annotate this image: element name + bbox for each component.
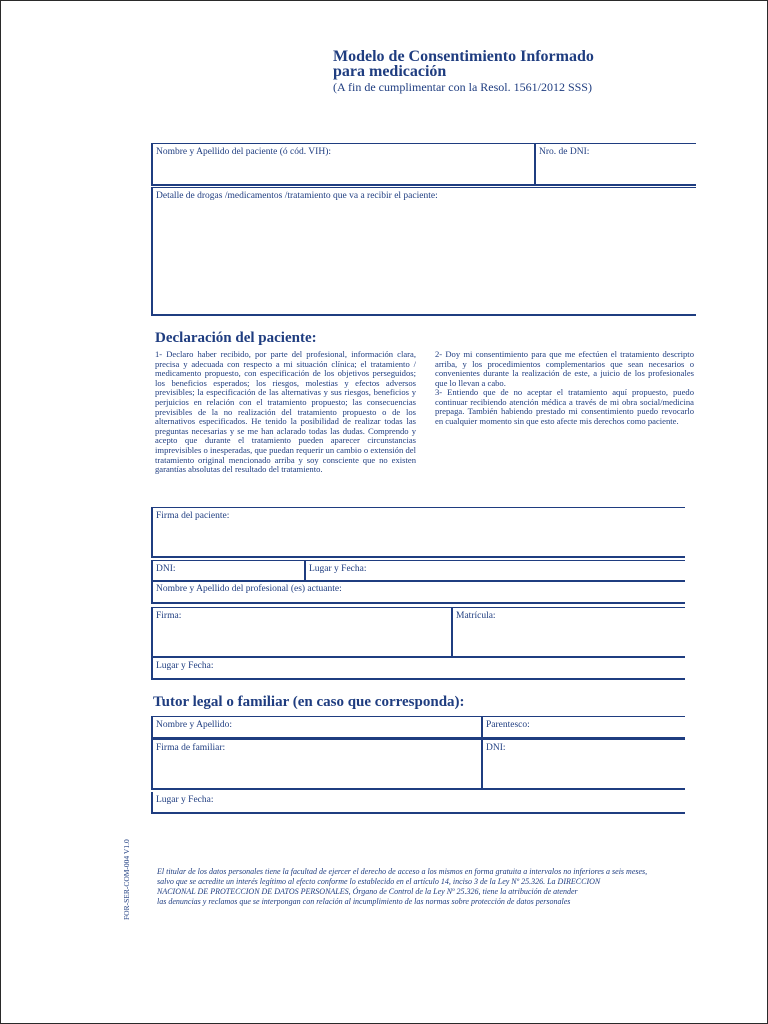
professional-signature-field[interactable] [151, 607, 453, 658]
declaration-paragraph-1: 1- Declaro haber recibido, por parte del profesional, información clara, precisa y adecuada con respecto a mi situación clínica; el tratamiento / medicamento propuesto, con especificación de los objetivos perseguidos; los beneficios esperados; los riesgos, molestias y efectos adversos previsibles; la especificación de las alternativas y sus riesgos, beneficios y perjuicios en relación con el tratamiento propuesto; las consecuencias previsibles de la no realización del tratamiento propuesto o de los alternativos especificados. He tenido la posibilidad de realizar todas las preguntas necesarias y se me han aclarado todas las dudas. Comprendo y acepto que durante el tratamiento pueden aparecer circunstancias imprevisibles o inesperadas, que puedan requerir un cambio o extensión del tratamiento original mencionado arriba y soy consciente que no existen garantías absolutas del resultado del tratamiento. [155, 349, 416, 475]
matricula-label: Matrícula: [456, 611, 496, 621]
professional-signature-label: Firma: [156, 611, 182, 621]
legal-footer-line1: El titular de los datos personales tiene la facultad de ejercer el derecho de acceso a los mismos en forma gratuita a intervalos no inferiores a seis meses, [157, 867, 648, 876]
declaration-paragraph-3: 3- Entiendo que de no aceptar el tratamiento aquí propuesto, puedo continuar recibiendo atención médica a través de mi obra social/medicina prepaga. También habiendo prestado mi consentimiento puedo revocarlo en cualquier momento sin que esto afecte mis derechos como paciente. [435, 387, 694, 426]
professional-place-date-field[interactable] [151, 658, 685, 680]
drugs-detail-label: Detalle de drogas /medicamentos /tratamiento que va a recibir el paciente: [156, 191, 438, 201]
patient-dni-signature-field[interactable] [151, 560, 306, 582]
form-title-line2: para medicación [333, 63, 447, 80]
patient-signature-field[interactable] [151, 507, 685, 558]
tutor-place-date-label: Lugar y Fecha: [156, 795, 214, 805]
patient-name-field[interactable] [151, 143, 536, 186]
form-code: FOR-SER-COM-004 V1.0 [122, 839, 131, 920]
form-title-line1: Modelo de Consentimiento Informado [333, 48, 594, 65]
patient-signature-label: Firma del paciente: [156, 511, 230, 521]
dni-label: DNI: [156, 564, 176, 574]
tutor-place-date-field[interactable] [151, 792, 685, 814]
tutor-heading: Tutor legal o familiar (en caso que corresponda): [153, 694, 465, 710]
declaration-paragraph-2: 2- Doy mi consentimiento para que me efectúen el tratamiento descripto arriba, y los procedimientos complementarios que sean necesarios o convenientes durante la realización de este, a juicio de los profesionales que lo llevan a cabo. [435, 349, 694, 388]
tutor-dni-label: DNI: [486, 743, 506, 753]
tutor-dni-field[interactable] [481, 739, 685, 790]
legal-footer [157, 867, 702, 907]
form-subtitle: (A fin de cumplimentar con la Resol. 1561/2012 SSS) [333, 80, 592, 94]
legal-footer-line3: NACIONAL DE PROTECCION DE DATOS PERSONALES, Órgano de Control de la Ley Nº 25.326, tiene la atribución de atender [157, 887, 578, 896]
professional-name-field[interactable] [151, 581, 685, 604]
tutor-relationship-label: Parentesco: [486, 720, 530, 730]
place-date-label: Lugar y Fecha: [309, 564, 367, 574]
legal-footer-line4: las denuncias y reclamos que se interpongan con relación al incumplimiento de las normas sobre protección de datos personales [157, 897, 571, 906]
tutor-name-label: Nombre y Apellido: [156, 720, 232, 730]
place-date-field[interactable] [304, 560, 685, 582]
professional-place-date-label: Lugar y Fecha: [156, 661, 214, 671]
tutor-name-field[interactable] [151, 716, 483, 739]
family-signature-label: Firma de familiar: [156, 743, 226, 753]
drugs-detail-field[interactable] [151, 187, 696, 316]
matricula-field[interactable] [451, 607, 685, 658]
declaration-heading: Declaración del paciente: [155, 330, 317, 346]
patient-dni-label: Nro. de DNI: [539, 147, 590, 157]
patient-name-label: Nombre y Apellido del paciente (ó cód. VIH): [156, 147, 331, 157]
professional-name-label: Nombre y Apellido del profesional (es) actuante: [156, 584, 342, 594]
family-signature-field[interactable] [151, 739, 483, 790]
tutor-relationship-field[interactable] [481, 716, 685, 739]
legal-footer-line2: salvo que se acredite un interés legítimo al efecto conforme lo establecido en el artículo 14, inciso 3 de la Ley Nº 25.326. La DIRECCION [157, 877, 601, 886]
patient-dni-field[interactable] [534, 143, 696, 186]
